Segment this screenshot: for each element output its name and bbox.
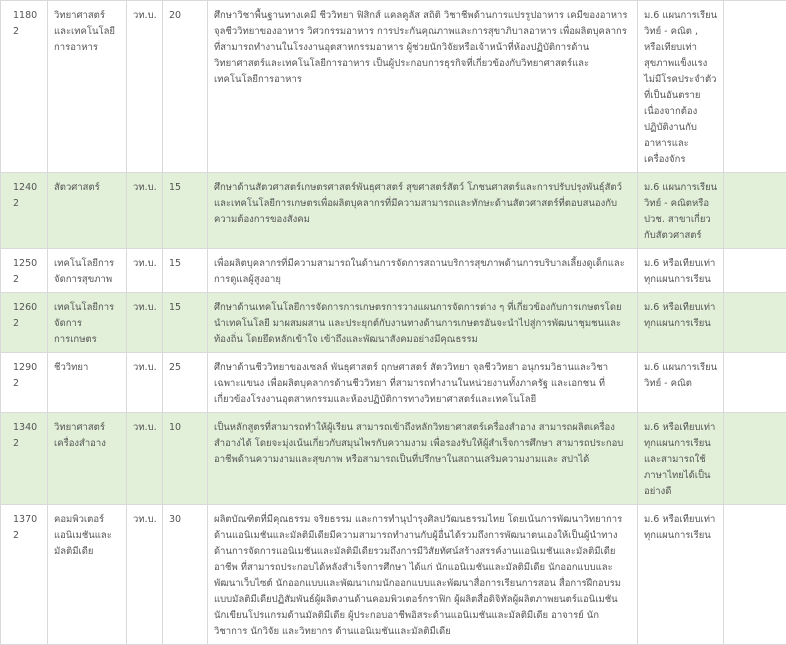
admission-requirement: ม.6 หรือเทียบเท่าทุกแผนการเรียน bbox=[638, 505, 724, 645]
credits: 30 bbox=[163, 505, 208, 645]
degree: วท.บ. bbox=[127, 293, 163, 353]
degree: วท.บ. bbox=[127, 173, 163, 249]
extra-cell bbox=[724, 353, 786, 413]
program-description: ศึกษาด้านสัตวศาสตร์เกษตรศาสตร์พันธุศาสตร์ สุขศาสตร์สัตว์ โภชนศาสตร์และการปรับปรุงพันธุ์สัตว์และเทคโนโลยีการเกษตรเพื่อผลิตบุคลากรที่มีความสามารถและทักษะด้านสัตวศาสตร์ที่ตอบสนองกับความต้องการของสังคม bbox=[208, 173, 638, 249]
admission-requirement: ม.6 หรือเทียบเท่าทุกแผนการเรียน bbox=[638, 249, 724, 293]
program-description: ผลิตบัณฑิตที่มีคุณธรรม จริยธรรม และการทำนุบำรุงศิลปวัฒนธรรมไทย โดยเน้นการพัฒนาวิทยาการด้านแอนิเมชันและมัลติมีเดียมีความสามารถทำงานกับผู้อื่นได้รวมถึงการพัฒนาตนเองให้เป็นผู้นำทางด้านการจัดการแอนิเมชันและมัลติมีเดียรวมถึงการมีวิสัยทัศน์สร้างสรรค์งานแอนิเมชันและมัลติมีเดียอาชีพ ที่สามารถประกอบได้หลังสำเร็จการศึกษา ได้แก่ นักแอนิเมชันและมัลติมีเดีย นักออกแบบและพัฒนาเว็บไซต์ นักออกแบบและพัฒนาเกมนักออกแบบและพัฒนาสื่อการเรียนการสอน สื่อการฝึกอบรมแบบมัลติมีเดียปฏิสัมพันธ์ผู้ผลิตงานด้านคอมพิวเตอร์กราฟิก ผู้ผลิตสื่อดิจิทัลผู้ผลิตภาพยนตร์แอนิเมชัน นักเขียนโปรแกรมด้านมัลติมีเดีย ผู้ประกอบอาชีพอิสระด้านแอนิเมชันและมัลติมีเดีย อาจารย์ นักวิชาการ นักวิจัย และวิทยากร ด้านแอนิเมชันและมัลติมีเดีย bbox=[208, 505, 638, 645]
table-row bbox=[1, 353, 786, 413]
admission-requirement: ม.6 หรือเทียบเท่าทุกแผนการเรียนและสามารถใช้ภาษาไทยได้เป็นอย่างดี bbox=[638, 413, 724, 505]
program-code: 12902 bbox=[1, 353, 48, 413]
program-description: เป็นหลักสูตรที่สามารถทำให้ผู้เรียน สามารถเข้าถึงหลักวิทยาศาสตร์เครื่องสำอาง สามารถผลิตเครื่องสำอางได้ โดยจะมุ่งเน้นเกี่ยวกับสมุนไพรกับความงาม เพื่อรองรับให้ผู้สำเร็จการศึกษา สามารถประกอบอาชีพด้านความงามและสุขภาพ หรือสามารถเป็นที่ปรึกษาในสถานเสริมความงามและ สปาได้ bbox=[208, 413, 638, 505]
degree: วท.บ. bbox=[127, 249, 163, 293]
table-row bbox=[1, 1, 786, 173]
table-row bbox=[1, 249, 786, 293]
program-description: ศึกษาวิชาพื้นฐานทางเคมี ชีววิทยา ฟิสิกส์ แคลคูลัส สถิติ วิชาชีพด้านการแปรรูปอาหาร เคมีของอาหารจุลชีววิทยาของอาหาร วิศวกรรมอาหาร การประกันคุณภาพและการสุขาภิบาลอาหาร เพื่อผลิตบุคลากรที่สามารถทำงานในโรงงานอุตสาหกรรมอาหาร ผู้ช่วยนักวิจัยหรือเจ้าหน้าที่ห้องปฏิบัติการด้านวิทยาศาสตร์และเทคโนโลยีการอาหาร เป็นผู้ประกอบการธุรกิจที่เกี่ยวข้องกับวิทยาศาสตร์และเทคโนโลยีการอาหาร bbox=[208, 1, 638, 173]
program-name: เทคโนโลยีการจัดการสุขภาพ bbox=[48, 249, 127, 293]
extra-cell bbox=[724, 173, 786, 249]
credits: 15 bbox=[163, 293, 208, 353]
degree: วท.บ. bbox=[127, 505, 163, 645]
admission-requirement: ม.6 หรือเทียบเท่าทุกแผนการเรียน bbox=[638, 293, 724, 353]
program-name: วิทยาศาสตร์เครื่องสำอาง bbox=[48, 413, 127, 505]
admission-requirement: ม.6 แผนการเรียนวิทย์ - คณิตหรือ ปวช. สาขาเกี่ยวกับสัตวศาสตร์ bbox=[638, 173, 724, 249]
program-code: 13702 bbox=[1, 505, 48, 645]
program-name: ชีววิทยา bbox=[48, 353, 127, 413]
credits: 20 bbox=[163, 1, 208, 173]
program-name: สัตวศาสตร์ bbox=[48, 173, 127, 249]
program-code: 12602 bbox=[1, 293, 48, 353]
degree: วท.บ. bbox=[127, 413, 163, 505]
program-name: คอมพิวเตอร์แอนิเมชันและมัลติมีเดีย bbox=[48, 505, 127, 645]
extra-cell bbox=[724, 249, 786, 293]
table-row bbox=[1, 173, 786, 249]
program-name: วิทยาศาสตร์และเทคโนโลยีการอาหาร bbox=[48, 1, 127, 173]
table-row bbox=[1, 413, 786, 505]
program-code: 13402 bbox=[1, 413, 48, 505]
program-description: ศึกษาด้านเทคโนโลยีการจัดการการเกษตรการวางแผนการจัดการต่าง ๆ ที่เกี่ยวข้องกับการเกษตรโดยนำเทคโนโลยี มาผสมผสาน และประยุกต์กับงานทางด้านการเกษตรอันจะนำไปสู่การพัฒนาชุมชนและท้องถิ่น โดยยึดหลักเข้าใจ เข้าถึงและพัฒนาสังคมอย่างมีคุณธรรม bbox=[208, 293, 638, 353]
program-description: ศึกษาด้านชีววิทยาของเซลล์ พันธุศาสตร์ ฤกษศาสตร์ สัตววิทยา จุลชีววิทยา อนุกรมวิธานและวิชาเฉพาะแขนง เพื่อผลิตบุคลากรด้านชีววิทยา ที่สามารถทำงานในหน่วยงานทั้งภาครัฐ และเอกชน ที่เกี่ยวข้องโรงงานอุตสาหกรรมและห้องปฏิบัติการทางวิทยาศาสตร์และเทคโนโลยี bbox=[208, 353, 638, 413]
program-description: เพื่อผลิตบุคลากรที่มีความสามารถในด้านการจัดการสถานบริการสุขภาพด้านการบริบาลเลี้ยงดูเด็กและการดูแลผู้สูงอายุ bbox=[208, 249, 638, 293]
degree: วท.บ. bbox=[127, 353, 163, 413]
extra-cell bbox=[724, 1, 786, 173]
table-row bbox=[1, 293, 786, 353]
program-code: 11802 bbox=[1, 1, 48, 173]
program-name: เทคโนโลยีการจัดการการเกษตร bbox=[48, 293, 127, 353]
credits: 15 bbox=[163, 173, 208, 249]
degree: วท.บ. bbox=[127, 1, 163, 173]
credits: 25 bbox=[163, 353, 208, 413]
admission-requirement: ม.6 แผนการเรียนวิทย์ - คณิต , หรือเทียบเท่า สุขภาพแข็งแรง ไม่มีโรคประจำตัวที่เป็นอันตราย เนื่องจากต้องปฏิบัติงานกับอาหารและเครื่องจักร bbox=[638, 1, 724, 173]
credits: 15 bbox=[163, 249, 208, 293]
admission-requirement: ม.6 แผนการเรียนวิทย์ - คณิต bbox=[638, 353, 724, 413]
extra-cell bbox=[724, 413, 786, 505]
credits: 10 bbox=[163, 413, 208, 505]
program-code: 12502 bbox=[1, 249, 48, 293]
program-code: 12402 bbox=[1, 173, 48, 249]
extra-cell bbox=[724, 293, 786, 353]
